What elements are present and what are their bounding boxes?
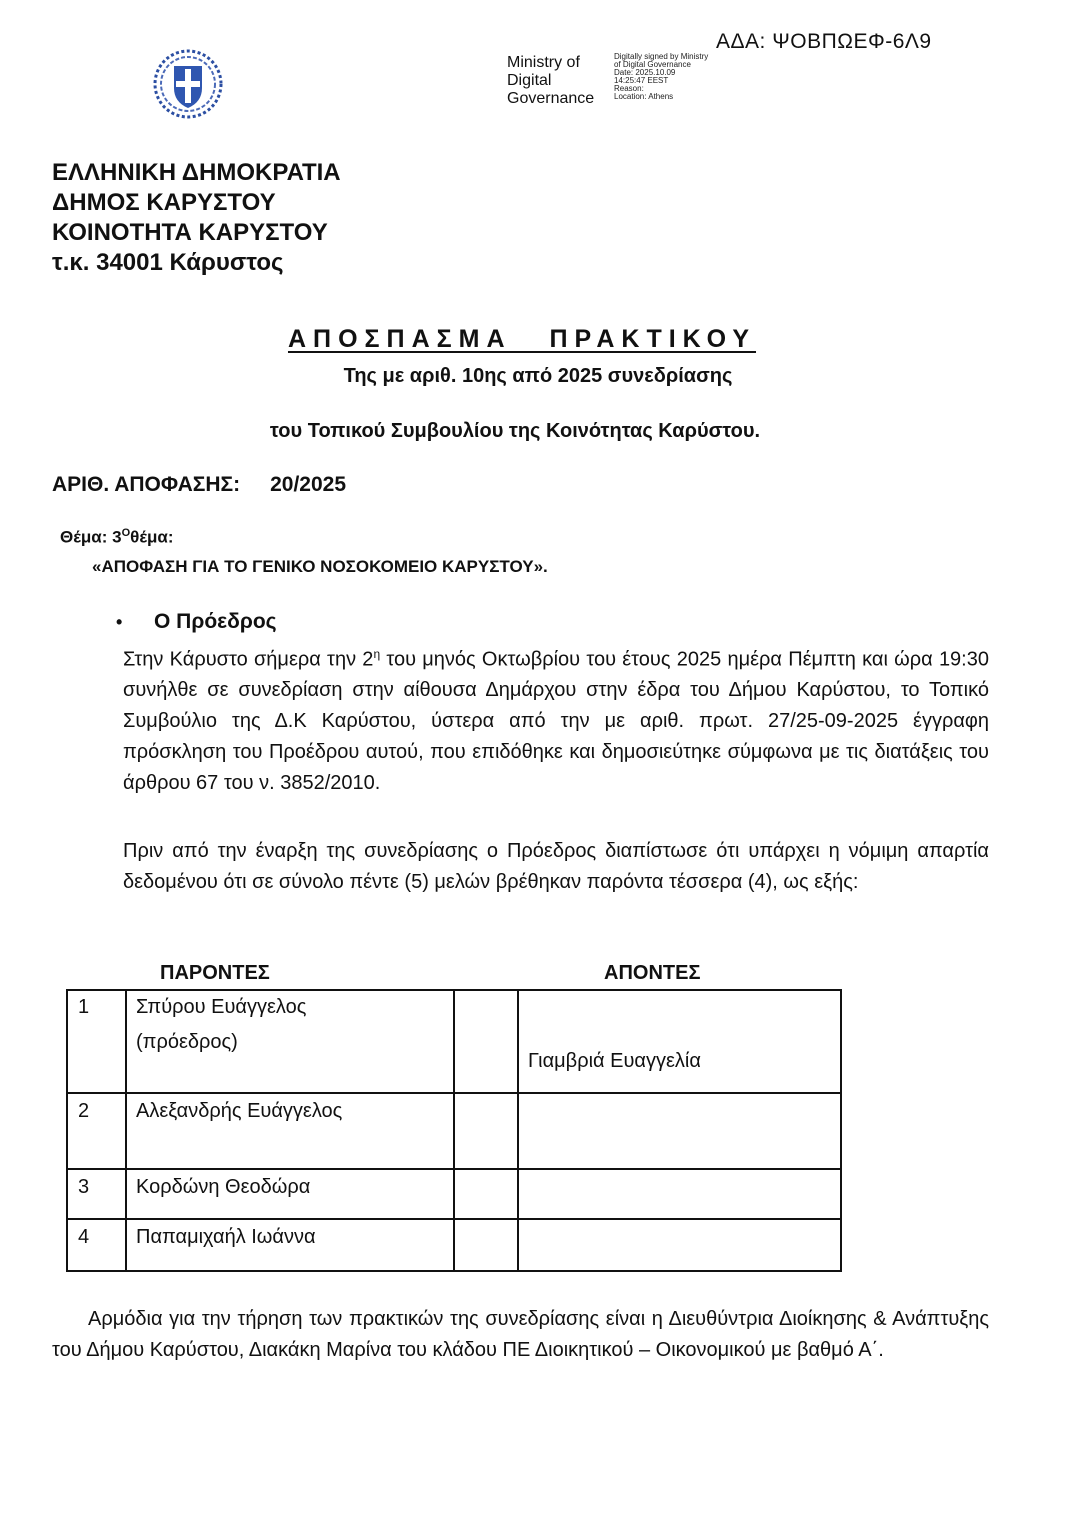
session-line: Της με αριθ. 10ης από 2025 συνεδρίασης	[343, 365, 733, 387]
bullet-icon: •	[116, 612, 123, 632]
council-line: του Τοπικού Συμβουλίου της Κοινότητας Καρύστου.	[269, 420, 761, 442]
subject-label: Θέμα: $3^O\theta έ\mu\alpha$:	[60, 527, 174, 547]
quorum-paragraph: Πριν από την έναρξη της συνεδρίασης ο Πρόεδρος διαπίστωσε ότι υπάρχει η νόμιμη απαρτία δεδομένου ότι σε σύνολο πέντε (5) μελών βρέθηκαν παρόντα τέσσερα (4), ως εξής:	[123, 840, 989, 893]
member-name: Κορδώνη Θεοδώρα	[136, 1176, 311, 1198]
absent-header: ΑΠΟΝΤΕΣ	[604, 962, 701, 984]
row-number: 2	[78, 1100, 90, 1122]
header-line: τ.κ. 34001 Κάρυστος	[52, 249, 284, 276]
member-name: Σπύρου Ευάγγελος	[136, 996, 307, 1018]
header-line: ΚΟΙΝΟΤΗΤΑ ΚΑΡΥΣΤΟΥ	[52, 219, 328, 246]
document-title: ΑΠΟΣΠΑΣΜΑ ΠΡΑΚΤΙΚΟΥ	[287, 325, 757, 353]
member-name: Αλεξανδρής Ευάγγελος	[136, 1100, 343, 1122]
row-number: 4	[78, 1226, 90, 1248]
member-name: Παπαμιχαήλ Ιωάννα	[136, 1226, 316, 1248]
decision-number	[52, 473, 346, 497]
minutes-keeper-paragraph: Αρμόδια για την τήρηση των πρακτικών της συνεδρίασης είναι η Διευθύντρια Διοίκησης & Ανάπτυξης του Δήμου Καρύστου, Διακάκη Μαρίνα του κλάδου ΠΕ Διοικητικού – Οικονομικού με βαθμό Α΄.	[52, 1308, 989, 1361]
member-role: (πρόεδρος)	[136, 1031, 238, 1053]
decision-label: ΑΡΙΘ. ΑΠΟΦΑΣΗΣ:	[52, 473, 241, 496]
signature-name: Ministry of Digital Governance	[507, 54, 595, 107]
issuer-header	[52, 158, 341, 278]
row-number: 1	[78, 996, 90, 1018]
president-heading: • Ο Πρόεδρος	[116, 610, 277, 633]
absent-member-name: Γιαμβριά Ευαγγελία	[528, 1050, 701, 1072]
header-line: ΕΛΛΗΝΙΚΗ ΔΗΜΟΚΡΑΤΙΑ	[52, 159, 341, 186]
present-header: ΠΑΡΟΝΤΕΣ	[160, 962, 270, 984]
row-number: 3	[78, 1176, 90, 1198]
greek-emblem-icon	[152, 48, 224, 120]
signature-details: Digitally signed by Ministry of Digital Governance Date: 2025.10.09 14:25:47 EEST Reason: Location: Athens	[614, 52, 709, 102]
subject-text: «ΑΠΟΦΑΣΗ ΓΙΑ ΤΟ ΓΕΝΙΚΟ ΝΟΣΟΚΟΜΕΙΟ ΚΑΡΥΣΤΟΥ».	[92, 557, 548, 576]
decision-value: 20/2025	[270, 473, 347, 496]
header-line: ΔΗΜΟΣ ΚΑΡΥΣΤΟΥ	[52, 189, 276, 216]
meeting-paragraph: Στην Κάρυστο σήμερα την $2^\eta$ του μηνός Οκτωβρίου του έτους 2025 ημέρα Πέμπτη και ώρα 19:30 συνήλθε σε συνεδρίαση στην αίθουσα Δημάρχου στην έδρα του Δήμου Καρύστου, το Τοπικό Συμβούλιο της Δ.Κ Καρύστου, ύστερα από την με αριθ. πρωτ. 27/25-09-2025 έγγραφη πρόσκληση του Προέδρου αυτού, που επιδόθηκε και δημοσιεύτηκε σύμφωνα με τις διατάξεις του άρθρου 67 του ν. 3852/2010.	[123, 647, 989, 794]
ada-code: ΑΔΑ: ΨΟΒΠΩΕΦ-6Λ9	[716, 30, 932, 53]
